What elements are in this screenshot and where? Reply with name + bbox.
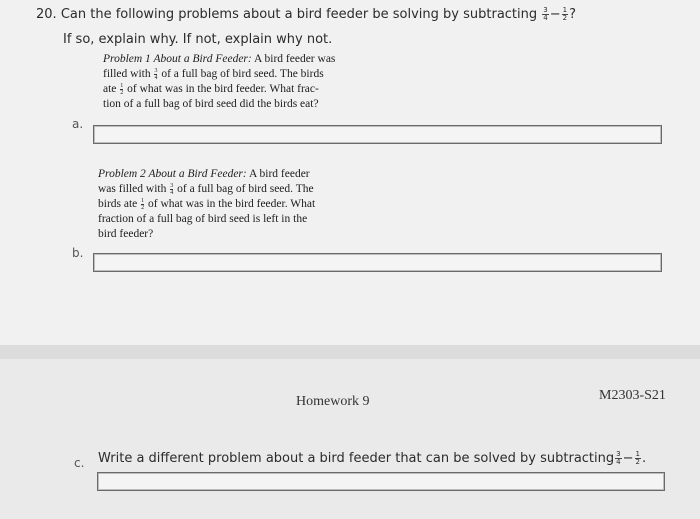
fraction-three-fourths: $\frac{3}{4}$ [170,182,174,196]
problem-1-text: Problem 1 About a Bird Feeder: A bird feeder was filled with $\frac{3}{4}$ of a full bag of bird seed. The birds ate $\frac{1}{2}$ of what was in the bird feeder. What frac- tion of a full bag of bird seed did the birds eat? [103,53,336,110]
fraction-three-fourths: $\frac{3}{4}$ [616,450,621,466]
answer-field-c[interactable] [97,472,665,491]
answer-field-a[interactable] [93,125,662,144]
fraction-three-fourths: $\frac{3}{4}$ [154,67,158,81]
question-number: 20. [36,7,57,22]
minus-sign: − [622,451,634,466]
footer-homework-title: Homework 9 [296,394,370,409]
minus-sign: − [549,7,561,22]
answer-field-b[interactable] [93,253,662,272]
fraction-one-half: $\frac{1}{2}$ [635,450,640,466]
label-c: c. [74,456,85,470]
fraction-one-half: $\frac{1}{2}$ [562,6,568,22]
question-prompt: Can the following problems about a bird feeder be solving by subtracting [60,7,538,22]
fraction-one-half: $\frac{1}{2}$ [120,82,124,96]
problem-2-text: Problem 2 About a Bird Feeder: A bird feeder was filled with $\frac{3}{4}$ of a full bag of bird seed. The birds ate $\frac{1}{2}$ of what was in the bird feeder. What fraction of a full bag of bird seed is left in the bird feeder? [98,168,316,240]
fraction-three-fourths: $\frac{3}{4}$ [543,6,548,22]
problem-2-title: Problem 2 About a Bird Feeder: [98,168,247,180]
question-line: 20. Can the following problems about a bird feeder be solving by subtracting $\frac{3}{4}$ − $\frac{1}{2}$ ? [36,6,577,22]
label-a: a. [72,117,84,131]
question-subprompt: If so, explain why. If not, explain why not. [63,32,333,47]
worksheet-page-bottom [0,359,700,519]
label-b: b. [72,246,84,260]
footer-course-code: M2303-S21 [599,388,666,403]
page-break-band [0,345,700,359]
problem-1-title: Problem 1 About a Bird Feeder: [103,53,252,65]
part-c-prompt: Write a different problem about a bird feeder that can be solved by subtracting $\frac{3}{4}$ − $\frac{1}{2}$ . [98,450,647,466]
fraction-one-half: $\frac{1}{2}$ [141,197,145,211]
